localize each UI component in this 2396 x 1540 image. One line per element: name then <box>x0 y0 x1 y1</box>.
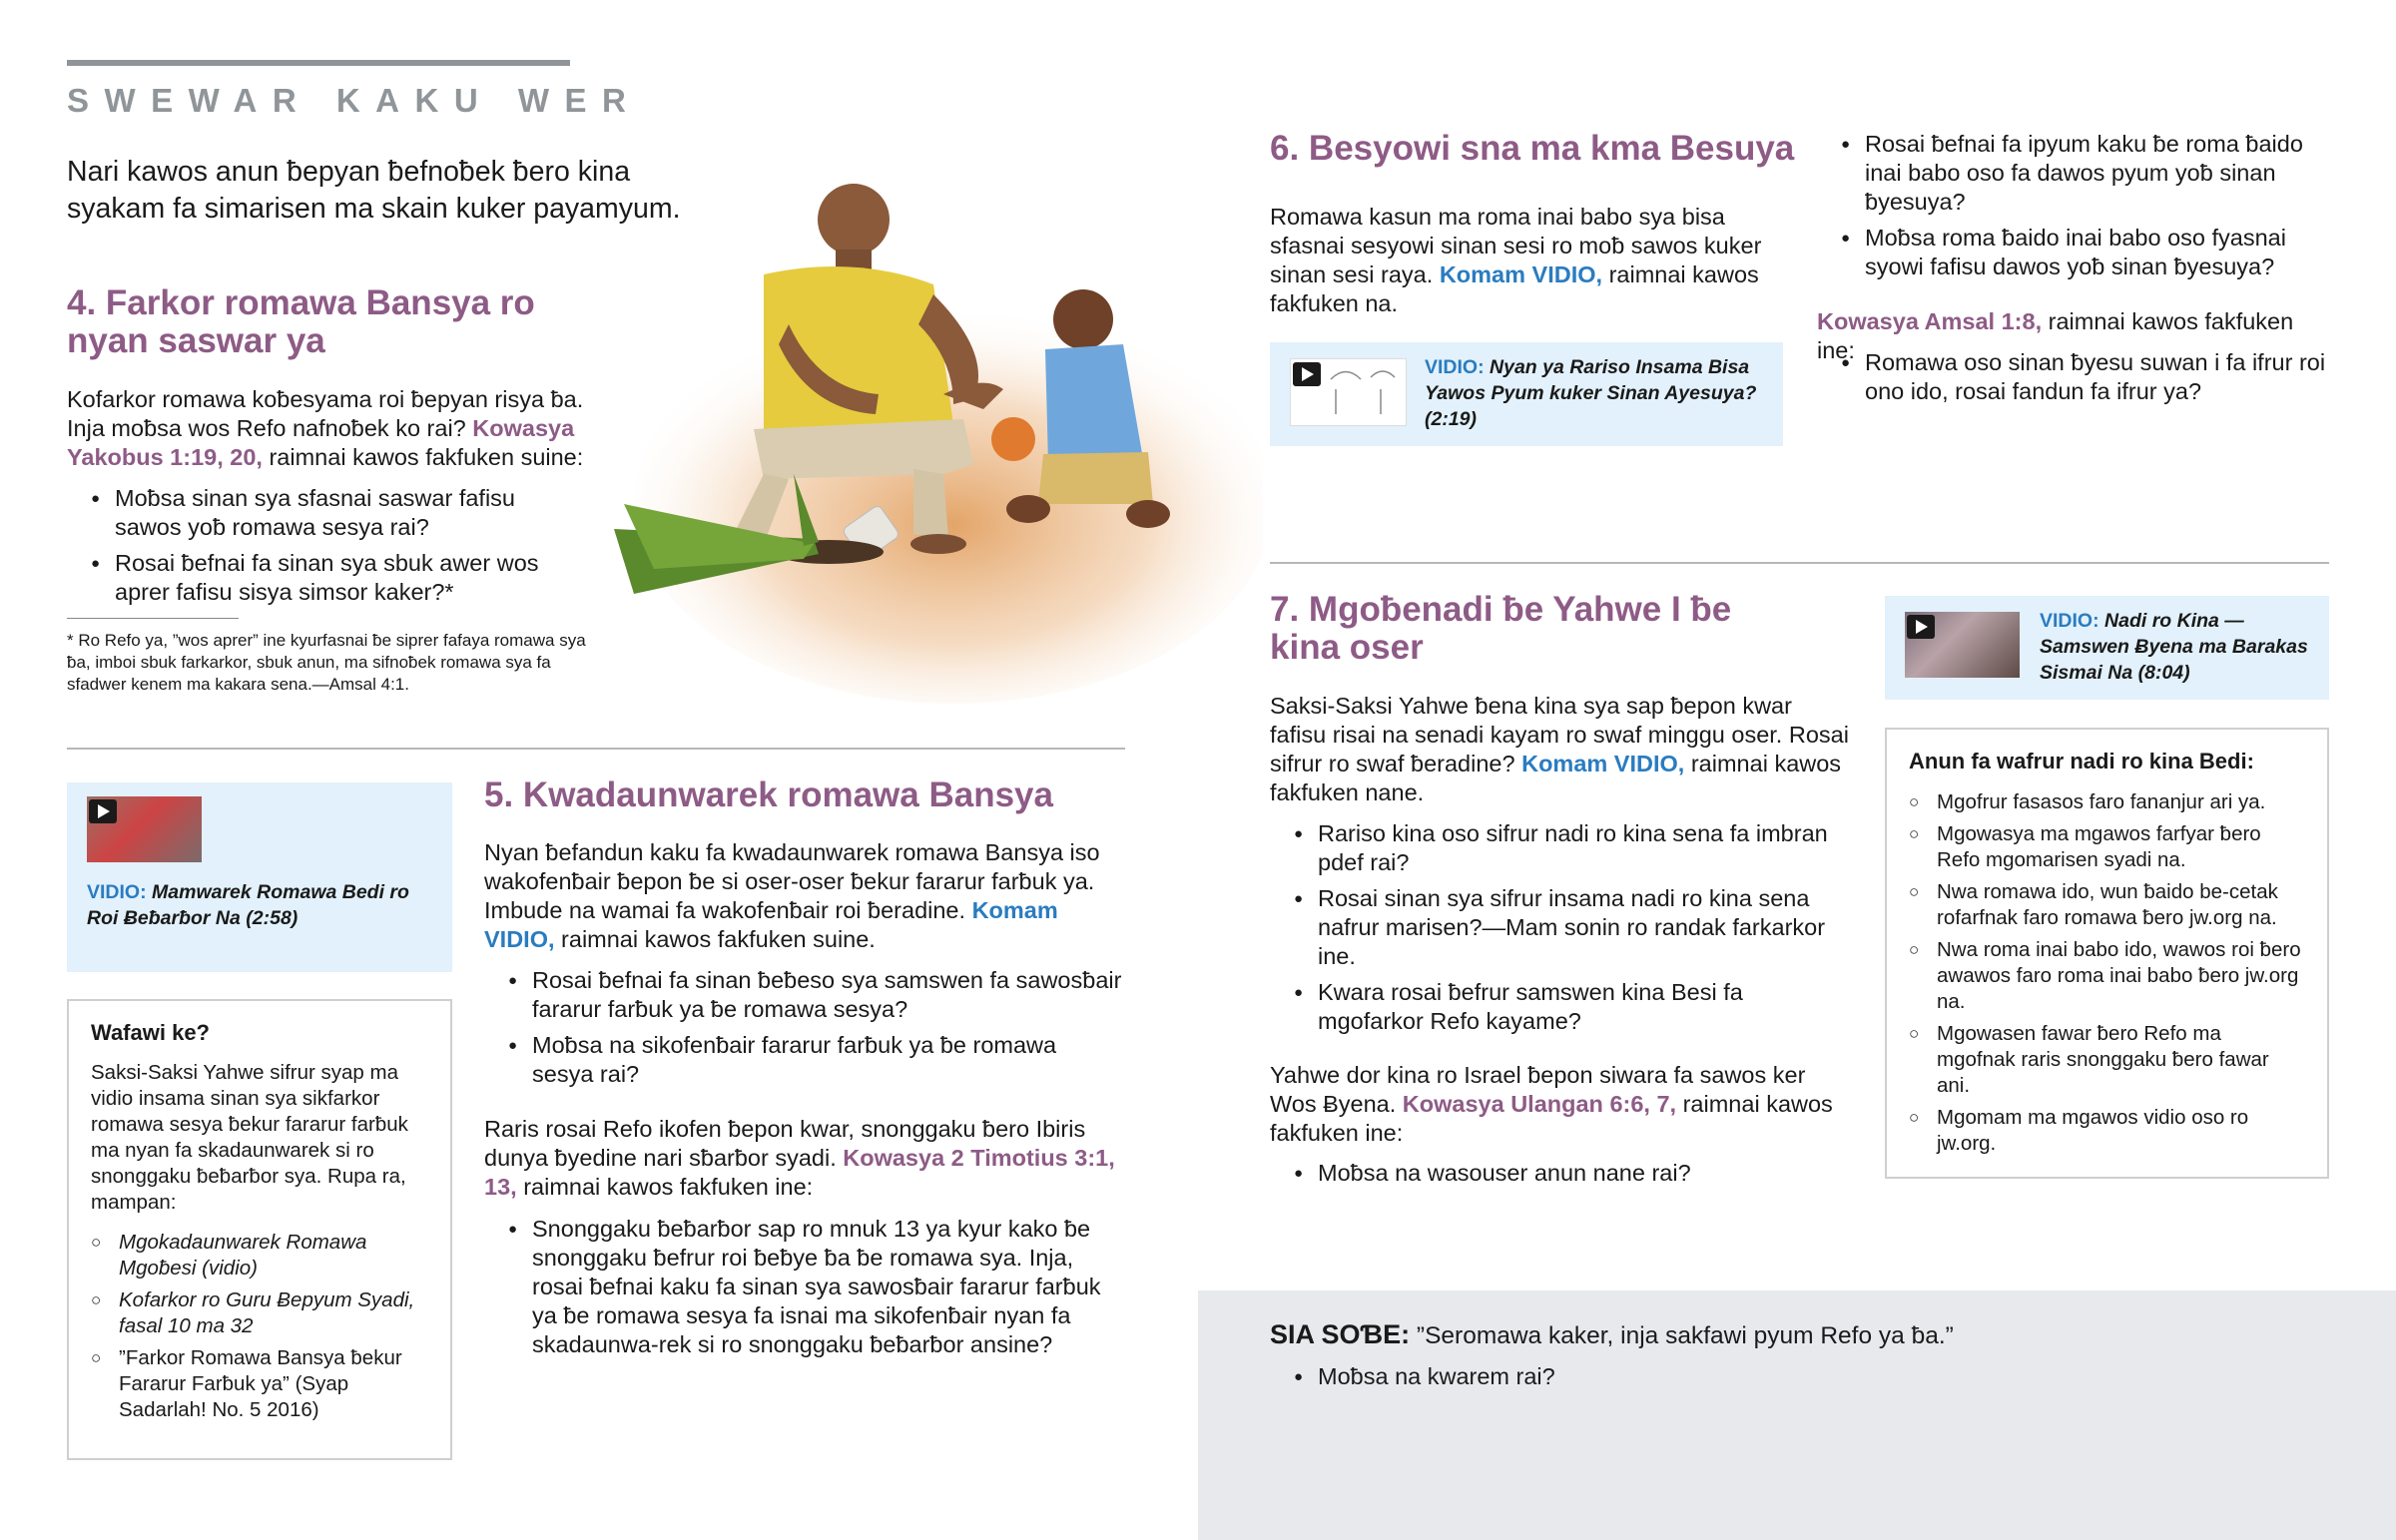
question-item: ● Moƀsa sinan sya sfasnai saswar fafisu sawos yoƀ romawa sesya rai? <box>67 484 566 542</box>
section-5-questions-1 <box>484 966 1123 1096</box>
header-rule <box>67 60 570 66</box>
section-5-paragraph-1: Nyan ƀefandun kaku fa kwadaunwarek romawa Bansya iso wakofenƀair ƀepon ƀe si oser-oser ƀekur fararur farƀuk ya. Imbude na wamai fa wakofenƀair roi ƀeradine. Komam VIDIO, raimnai kawos fakfuken suine. <box>484 839 1100 952</box>
video-link[interactable]: Komam VIDIO, <box>1439 261 1603 287</box>
video-caption: VIDIO: Mamwarek Romawa Bedi ro Roi Ƀeƀarƀor Na (2:58) <box>87 881 409 929</box>
scripture-ref[interactable]: Kowasya Yakobus 1:19, 20, <box>67 415 575 470</box>
video-box-section-7[interactable] <box>1885 596 2329 700</box>
tips-box <box>1885 728 2329 1179</box>
tip-item: ○ Nwa roma inai babo ido, wawos roi ƀero awawos faro roma inai babo ƀero jw.org na. <box>1909 937 2305 1015</box>
footnote: * Ro Refo ya, ”wos aprer” ine kyurfasnai ƀe siprer fafaya romawa sya ƀa, imboi sbuk farkarkor, sbuk anun, ma sifnoƀek romawa sya fa sfadwer kenem ma kakara sena.—Amsal 4:1. <box>67 631 586 694</box>
tip-item: ○ Mgowasen fawar ƀero Refo ma mgofnak raris snonggaku ƀero fawar ani. <box>1909 1021 2305 1099</box>
video-thumbnail[interactable] <box>1290 358 1407 426</box>
section-6-questions-1 <box>1817 130 2336 288</box>
question-item: ● Rosai ƀefnai fa ipyum kaku ƀe roma ƀaido inai babo oso fa dawos pyum yoƀ sinan ƀyesuya? <box>1817 130 2336 217</box>
section-5-heading: 5. Kwadaunwarek romawa Bansya <box>484 775 1053 814</box>
section-7-questions-2 <box>1270 1159 1849 1195</box>
divider-left <box>67 748 1125 750</box>
summary-line <box>1270 1318 2328 1352</box>
section-4-heading: 4. Farkor romawa Bansya ro nyan saswar ya <box>67 283 535 360</box>
question-item: ● Rosai ƀefnai fa sinan ƀeƀeso sya samswen fa sawosƀair fararur farƀuk ya ƀe romawa sesya? <box>484 966 1123 1024</box>
video-box-section-6[interactable] <box>1270 342 1783 446</box>
section-5-paragraph-2: Raris rosai Refo ikofen ƀepon kwar, snonggaku ƀero Ibiris dunya ƀyedine nari sƀarƀor syadi. Kowasya 2 Timotius 3:1, 13, raimnai kawos fakfuken ine: <box>484 1116 1115 1200</box>
page-title: SWEWAR KAKU WER <box>67 82 642 119</box>
wafawi-item: ○ Kofarkor ro Guru Ƀepyum Syadi, fasal 10 ma 32 <box>91 1287 428 1339</box>
video-thumbnail[interactable] <box>1905 612 2020 678</box>
question-item: ● Rosai ƀefnai fa sinan sya sbuk awer wos aprer fafisu sisya simsor kaker?* <box>67 549 566 607</box>
summary-label: SIA SOƁE: <box>1270 1319 1411 1349</box>
video-link[interactable]: Komam VIDIO, <box>1521 751 1685 776</box>
scripture-ref[interactable]: Kowasya 2 Timotius 3:1, 13, <box>484 1145 1115 1200</box>
question-item: ● Rariso kina oso sifrur nadi ro kina sena fa imbran pdef rai? <box>1270 819 1849 877</box>
section-4-paragraph: Kofarkor romawa koƀesyama roi ƀepyan risya ƀa. Inja moƀsa wos Refo nafnoƀek ko rai? Kowasya Yakobus 1:19, 20, raimnai kawos fakfuken suine: <box>67 386 584 470</box>
section-6-paragraph: Romawa kasun ma roma inai babo sya bisa sfasnai sesyowi sinan sesi ro moƀ sawos kuker sinan sesi raya. Komam VIDIO, raimnai kawos fakfuken na. <box>1270 204 1762 316</box>
section-7-paragraph-2: Yahwe dor kina ro Israel ƀepon siwara fa sawos ker Wos Ƀyena. Kowasya Ulangan 6:6, 7, raimnai kawos fakfuken ine: <box>1270 1062 1833 1146</box>
question-item: ● Snonggaku ƀeƀarƀor sap ro mnuk 13 ya kyur kako ƀe snonggaku ƀefrur roi ƀeƀye ƀa ƀe romawa sya. Inja, rosai ƀefnai kaku fa sinan sya sawosƀair fararur farƀuk ya ƀe romawa sesya fa isnai ma sikofenƀair nyan fa skadaunwa-rek si ro snonggaku ƀeƀarƀor ansine? <box>484 1215 1123 1359</box>
tip-item: ○ Mgofrur fasasos faro fananjur ari ya. <box>1909 789 2305 815</box>
question-item: ● Kwara rosai ƀefrur samswen kina Besi fa mgofarkor Refo kayame? <box>1270 978 1849 1036</box>
video-box-section-5[interactable] <box>67 782 452 972</box>
intro-text: Nari kawos anun ƀepyan ƀefnoƀek ƀero kina syakam fa simarisen ma skain kuker payamyum. <box>67 156 681 225</box>
question-item: ● Romawa oso sinan ƀyesu suwan i fa ifrur roi ono ido, rosai fandun fa ifrur ya? <box>1817 348 2336 406</box>
tips-list <box>1909 789 2305 1157</box>
wafawi-item: ○ ”Farkor Romawa Bansya ƀekur Fararur Farƀuk ya” (Syap Sadarlah! No. 5 2016) <box>91 1345 428 1423</box>
wafawi-body: Saksi-Saksi Yahwe sifrur syap ma vidio insama sinan sya sikfarkor romawa sesya ƀekur fararur farƀuk ma nyan fa skadaunwarek si ro snonggaku ƀeƀarƀor sya. Rupa ra, mampan: <box>91 1061 408 1214</box>
wafawi-list <box>91 1230 428 1423</box>
summary-quote: ”Seromawa kaker, inja sakfawi pyum Refo ya ƀa.” <box>1410 1322 1954 1349</box>
question-item: ● Moƀsa na kwarem rai? <box>1270 1362 2268 1391</box>
video-thumbnail[interactable] <box>87 796 202 862</box>
tip-item: ○ Mgomam ma mgawos vidio oso ro jw.org. <box>1909 1105 2305 1157</box>
wafawi-item: ○ Mgokadaunwarek Romawa Mgoƀesi (vidio) <box>91 1230 428 1282</box>
footnote-rule <box>67 618 239 619</box>
play-icon[interactable] <box>1907 615 1935 639</box>
play-icon[interactable] <box>1293 362 1321 386</box>
section-6-heading: 6. Besyowi sna ma kma Besuya <box>1270 129 1795 168</box>
tips-title: Anun fa wafrur nadi ro kina Bedi: <box>1909 749 2254 773</box>
scripture-ref[interactable]: Kowasya Amsal 1:8, <box>1817 308 2043 334</box>
tip-item: ○ Mgowasya ma mgawos farfyar ƀero Refo mgomarisen syadi na. <box>1909 821 2305 873</box>
question-item: ● Moƀsa roma ƀaido inai babo oso fyasnai syowi fafisu dawos yoƀ sinan ƀyesuya? <box>1817 224 2336 281</box>
section-6-questions-2 <box>1817 348 2336 413</box>
section-6-ref-line: Kowasya Amsal 1:8, raimnai kawos fakfuken ine: <box>1817 308 2294 363</box>
wafawi-box <box>67 999 452 1460</box>
summary-questions <box>1270 1362 2268 1398</box>
tip-item: ○ Nwa romawa ido, wun ƀaido be-cetak rofarfnak faro romawa ƀero jw.org na. <box>1909 879 2305 931</box>
father-son-illustration <box>614 175 1263 714</box>
question-item: ● Moƀsa na wasouser anun nane rai? <box>1270 1159 1849 1188</box>
section-7-paragraph-1: Saksi-Saksi Yahwe ƀena kina sya sap ƀepon kwar fafisu risai na senadi kayam ro swaf minggu oser. Rosai sifrur ro swaf ƀeradine? Komam VIDIO, raimnai kawos fakfuken nane. <box>1270 693 1849 805</box>
divider-right <box>1270 562 2329 564</box>
section-4-questions <box>67 484 566 614</box>
section-5-questions-2 <box>484 1215 1123 1366</box>
section-7-questions-1 <box>1270 819 1849 1043</box>
video-caption: VIDIO: Nyan ya Rariso Insama Bisa Yawos Pyum kuker Sinan Ayesuya? (2:19) <box>1425 356 1757 430</box>
question-item: ● Rosai sinan sya sifrur insama nadi ro kina sena nafrur marisen?—Mam sonin ro randak farkarkor ine. <box>1270 884 1849 971</box>
summary-panel <box>1198 1290 2396 1540</box>
scripture-ref[interactable]: Kowasya Ulangan 6:6, 7, <box>1402 1091 1677 1117</box>
question-item: ● Moƀsa na sikofenƀair fararur farƀuk ya ƀe romawa sesya rai? <box>484 1031 1123 1089</box>
video-caption: VIDIO: Nadi ro Kina —Samswen Ƀyena ma Barakas Sismai Na (8:04) <box>2040 610 2308 684</box>
play-icon[interactable] <box>89 799 117 823</box>
section-7-heading: 7. Mgoƀenadi ƀe Yahwe I ƀe kina oser <box>1270 590 1732 667</box>
video-link[interactable]: Komam VIDIO, <box>484 897 1058 952</box>
wafawi-title: Wafawi ke? <box>91 1020 210 1045</box>
